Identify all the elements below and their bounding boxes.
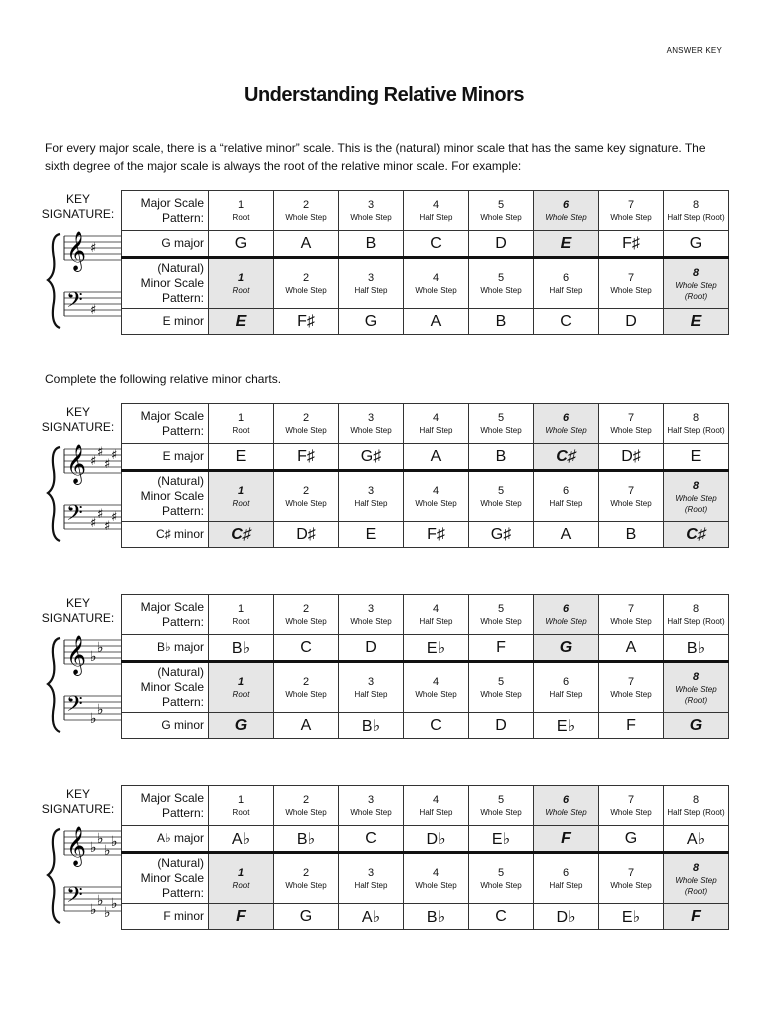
scale-name: F minor [122,904,209,930]
major-note-cell: D [469,231,534,258]
flat-icon: ♭ [111,834,118,850]
minor-note-cell: E♭ [599,904,664,930]
row-label: (Natural) Minor Scale Pattern: [122,471,209,522]
minor-degree-cell: 7 Whole Step [599,853,664,904]
minor-degree-cell: 7 Whole Step [599,662,664,713]
major-degree-cell: 6 Whole Step [534,191,599,231]
minor-note-cell: F♯ [274,309,339,335]
major-degree-cell: 8 Half Step (Root) [664,595,729,635]
minor-degree-cell: 5 Whole Step [469,853,534,904]
minor-degree-cell: 3 Half Step [339,662,404,713]
minor-degree-cell: 4 Whole Step [404,662,469,713]
minor-note-cell: D [469,713,534,739]
key-signature-label: KEY SIGNATURE: [41,787,115,816]
major-degree-cell: 1 Root [209,595,274,635]
major-degree-cell: 4 Half Step [404,404,469,444]
major-note-cell: D♯ [599,444,664,471]
major-note-cell: E [534,231,599,258]
scale-name: G major [122,231,209,258]
major-degree-cell: 3 Whole Step [339,404,404,444]
minor-note-cell: B [469,309,534,335]
key-signature-label: KEY SIGNATURE: [41,192,115,221]
scale-name: E major [122,444,209,471]
minor-note-cell: A♭ [339,904,404,930]
answer-key-label: ANSWER KEY [666,46,722,55]
minor-note-cell: E♭ [534,713,599,739]
scale-name: C♯ minor [122,522,209,548]
minor-degree-cell: 5 Whole Step [469,471,534,522]
row-label: (Natural) Minor Scale Pattern: [122,662,209,713]
major-note-cell: C [339,826,404,853]
major-note-cell: A [404,444,469,471]
flat-icon: ♭ [90,711,97,727]
major-note-cell: C [274,635,339,662]
key-signature-staff [46,228,126,332]
major-note-cell: A [274,231,339,258]
minor-note-cell: A [404,309,469,335]
minor-degree-cell: 6 Half Step [534,853,599,904]
major-degree-cell: 1 Root [209,191,274,231]
major-degree-cell: 7 Whole Step [599,595,664,635]
major-degree-cell: 5 Whole Step [469,786,534,826]
minor-degree-cell: 1 Root [209,258,274,309]
minor-note-cell: F [209,904,274,930]
row-label: (Natural) Minor Scale Pattern: [122,258,209,309]
major-degree-cell: 4 Half Step [404,595,469,635]
major-degree-cell: 3 Whole Step [339,191,404,231]
minor-note-cell: G [274,904,339,930]
scale-name: B♭ major [122,635,209,662]
minor-degree-cell: 8 Whole Step (Root) [664,471,729,522]
major-note-cell: B♭ [209,635,274,662]
major-degree-cell: 1 Root [209,404,274,444]
minor-degree-cell: 1 Root [209,662,274,713]
scale-name: A♭ major [122,826,209,853]
major-degree-cell: 4 Half Step [404,191,469,231]
row-label: (Natural) Minor Scale Pattern: [122,853,209,904]
minor-degree-cell: 1 Root [209,853,274,904]
major-note-cell: G [534,635,599,662]
major-degree-cell: 7 Whole Step [599,404,664,444]
flat-icon: ♭ [90,649,97,665]
chart-block [0,785,768,935]
major-note-cell: G♯ [339,444,404,471]
major-note-cell: D [339,635,404,662]
major-degree-cell: 5 Whole Step [469,404,534,444]
row-label: Major Scale Pattern: [122,191,209,231]
brace [48,234,60,328]
major-note-cell: B [469,444,534,471]
key-signature-label: KEY SIGNATURE: [41,405,115,434]
major-note-cell: F♯ [599,231,664,258]
relative-minor-chart [121,785,729,930]
minor-note-cell: C [534,309,599,335]
bass-clef-icon: 𝄢 [66,288,83,318]
major-degree-cell: 5 Whole Step [469,595,534,635]
flat-icon: ♭ [111,896,118,912]
minor-note-cell: C [469,904,534,930]
minor-degree-cell: 3 Half Step [339,258,404,309]
minor-degree-cell: 5 Whole Step [469,662,534,713]
major-degree-cell: 6 Whole Step [534,404,599,444]
minor-note-cell: E [209,309,274,335]
minor-degree-cell: 4 Whole Step [404,258,469,309]
row-label: Major Scale Pattern: [122,595,209,635]
relative-minor-chart [121,403,729,548]
major-note-cell: C♯ [534,444,599,471]
sharp-icon: ♯ [90,241,97,256]
minor-degree-cell: 2 Whole Step [274,662,339,713]
flat-icon: ♭ [97,893,104,909]
minor-degree-cell: 6 Half Step [534,471,599,522]
flat-icon: ♭ [97,702,104,718]
major-degree-cell: 8 Half Step (Root) [664,786,729,826]
sharp-icon: ♯ [111,510,118,525]
treble-clef-icon: 𝄞 [66,826,87,866]
sharp-icon: ♯ [97,445,104,460]
major-note-cell: B [339,231,404,258]
page-title: Understanding Relative Minors [244,84,524,106]
major-note-cell: E♭ [469,826,534,853]
flat-icon: ♭ [90,902,97,918]
minor-degree-cell: 3 Half Step [339,471,404,522]
brace [48,638,60,732]
minor-note-cell: D♭ [534,904,599,930]
minor-note-cell: G [209,713,274,739]
minor-note-cell: B♭ [404,904,469,930]
minor-note-cell: D♯ [274,522,339,548]
treble-clef-icon: 𝄞 [66,231,87,271]
row-label: Major Scale Pattern: [122,786,209,826]
major-degree-cell: 8 Half Step (Root) [664,404,729,444]
major-degree-cell: 3 Whole Step [339,595,404,635]
sharp-icon: ♯ [90,454,97,469]
major-degree-cell: 8 Half Step (Root) [664,191,729,231]
sharp-icon: ♯ [97,507,104,522]
intro-paragraph: For every major scale, there is a “relative minor” scale. This is the (natural) minor scale that has the same key signature. The sixth degree of the major scale is always the root of the relative minor scale. For example: [45,141,706,173]
minor-degree-cell: 6 Half Step [534,662,599,713]
minor-degree-cell: 2 Whole Step [274,853,339,904]
major-note-cell: E [209,444,274,471]
bass-clef-icon: 𝄢 [66,883,83,913]
treble-clef-icon: 𝄞 [66,635,87,675]
major-degree-cell: 6 Whole Step [534,786,599,826]
major-note-cell: F [534,826,599,853]
major-note-cell: F♯ [274,444,339,471]
minor-note-cell: C♯ [209,522,274,548]
major-note-cell: B♭ [274,826,339,853]
major-note-cell: A♭ [664,826,729,853]
minor-note-cell: F [664,904,729,930]
major-note-cell: G [664,231,729,258]
minor-note-cell: A [274,713,339,739]
minor-degree-cell: 4 Whole Step [404,853,469,904]
flat-icon: ♭ [97,831,104,847]
minor-note-cell: B [599,522,664,548]
sharp-icon: ♯ [90,516,97,531]
major-note-cell: F [469,635,534,662]
major-degree-cell: 1 Root [209,786,274,826]
minor-note-cell: G [664,713,729,739]
minor-degree-cell: 4 Whole Step [404,471,469,522]
major-note-cell: E [664,444,729,471]
minor-note-cell: C [404,713,469,739]
major-degree-cell: 7 Whole Step [599,786,664,826]
scale-name: E minor [122,309,209,335]
minor-degree-cell: 2 Whole Step [274,471,339,522]
flat-icon: ♭ [97,640,104,656]
major-degree-cell: 2 Whole Step [274,404,339,444]
relative-minor-chart [121,594,729,739]
sharp-icon: ♯ [90,303,97,318]
key-signature-staff [46,823,126,927]
major-note-cell: C [404,231,469,258]
row-label: Major Scale Pattern: [122,404,209,444]
major-degree-cell: 7 Whole Step [599,191,664,231]
instruction-text: Complete the following relative minor charts. [45,372,282,386]
scale-name: G minor [122,713,209,739]
major-note-cell: G [209,231,274,258]
minor-degree-cell: 5 Whole Step [469,258,534,309]
major-note-cell: G [599,826,664,853]
minor-degree-cell: 1 Root [209,471,274,522]
brace [48,829,60,923]
minor-note-cell: C♯ [664,522,729,548]
major-note-cell: D♭ [404,826,469,853]
key-signature-label: KEY SIGNATURE: [41,596,115,625]
minor-note-cell: A [534,522,599,548]
flat-icon: ♭ [104,843,111,859]
minor-degree-cell: 8 Whole Step (Root) [664,662,729,713]
minor-note-cell: B♭ [339,713,404,739]
major-note-cell: B♭ [664,635,729,662]
bass-clef-icon: 𝄢 [66,692,83,722]
major-note-cell: A [599,635,664,662]
minor-note-cell: F [599,713,664,739]
minor-degree-cell: 7 Whole Step [599,471,664,522]
major-degree-cell: 2 Whole Step [274,595,339,635]
flat-icon: ♭ [90,840,97,856]
major-degree-cell: 2 Whole Step [274,786,339,826]
major-degree-cell: 5 Whole Step [469,191,534,231]
chart-block [0,594,768,744]
minor-note-cell: E [664,309,729,335]
sharp-icon: ♯ [111,448,118,463]
bass-clef-icon: 𝄢 [66,501,83,531]
relative-minor-chart [121,190,729,335]
sharp-icon: ♯ [104,519,111,534]
treble-clef-icon: 𝄞 [66,444,87,484]
major-degree-cell: 4 Half Step [404,786,469,826]
key-signature-staff [46,441,126,545]
minor-degree-cell: 2 Whole Step [274,258,339,309]
brace [48,447,60,541]
minor-note-cell: D [599,309,664,335]
key-signature-staff [46,632,126,736]
minor-note-cell: E [339,522,404,548]
chart-block [0,190,768,340]
minor-note-cell: F♯ [404,522,469,548]
minor-note-cell: G♯ [469,522,534,548]
minor-degree-cell: 6 Half Step [534,258,599,309]
chart-block [0,403,768,553]
major-note-cell: E♭ [404,635,469,662]
sharp-icon: ♯ [104,457,111,472]
major-degree-cell: 3 Whole Step [339,786,404,826]
minor-degree-cell: 7 Whole Step [599,258,664,309]
minor-degree-cell: 3 Half Step [339,853,404,904]
minor-note-cell: G [339,309,404,335]
flat-icon: ♭ [104,905,111,921]
major-note-cell: A♭ [209,826,274,853]
minor-degree-cell: 8 Whole Step (Root) [664,853,729,904]
minor-degree-cell: 8 Whole Step (Root) [664,258,729,309]
major-degree-cell: 6 Whole Step [534,595,599,635]
major-degree-cell: 2 Whole Step [274,191,339,231]
